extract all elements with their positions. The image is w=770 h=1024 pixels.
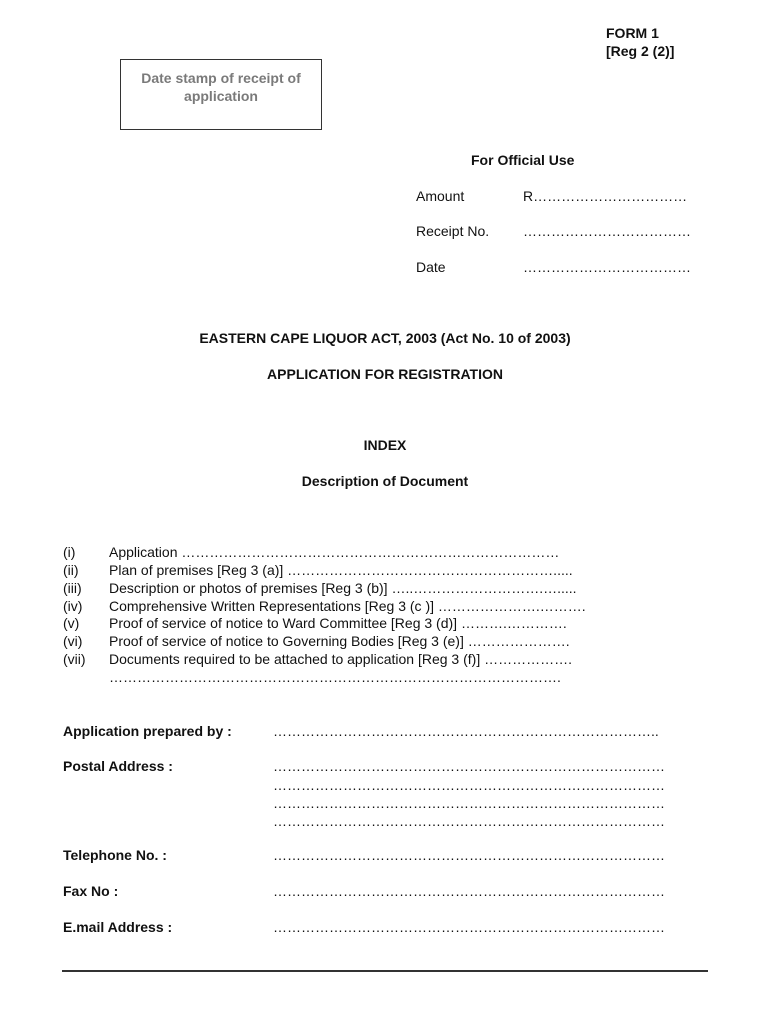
prepared-by-field[interactable]: ……………………………………………………………………….. bbox=[273, 723, 659, 739]
official-use-title: For Official Use bbox=[471, 152, 575, 168]
application-heading: APPLICATION FOR REGISTRATION bbox=[267, 366, 503, 382]
postal-address-line[interactable]: ………………………………………………………………………… bbox=[273, 813, 665, 829]
index-item-number: (iii) bbox=[63, 580, 82, 596]
description-heading: Description of Document bbox=[301, 473, 469, 489]
form-reference bbox=[606, 24, 674, 60]
index-item-number: (vi) bbox=[63, 633, 83, 649]
index-item-description: Documents required to be attached to application [Reg 3 (f)] ………………. bbox=[109, 651, 572, 667]
date-stamp-box bbox=[120, 59, 322, 130]
official-amount-value: R…………………………… bbox=[523, 188, 688, 204]
official-receipt-label: Receipt No. bbox=[416, 223, 490, 239]
index-item-number: (ii) bbox=[63, 562, 79, 578]
index-item-description: Proof of service of notice to Ward Committee [Reg 3 (d)] ……….…………. bbox=[109, 615, 567, 631]
index-item-number: (i) bbox=[63, 544, 76, 560]
postal-address-line[interactable]: ………………………………………………………………………… bbox=[273, 758, 665, 774]
index-item-description: Proof of service of notice to Governing Bodies [Reg 3 (e)] …………………. bbox=[109, 633, 570, 649]
form-regulation: [Reg 2 (2)] bbox=[606, 43, 675, 59]
date-stamp-label: Date stamp of receipt of application bbox=[141, 69, 301, 104]
index-extra-line: ……………………………………………………………………………………. bbox=[109, 669, 561, 685]
official-date-value: ……………………………… bbox=[523, 259, 691, 275]
index-item-description: Plan of premises [Reg 3 (a)] …………………………………………………..... bbox=[109, 562, 573, 578]
index-item-number: (iv) bbox=[63, 598, 83, 614]
index-item-description: Description or photos of premises [Reg 3 (b)] …..……………………….…..... bbox=[109, 580, 577, 596]
index-item-number: (vii) bbox=[63, 651, 86, 667]
email-field[interactable]: ………………………………………………………………………… bbox=[273, 919, 665, 935]
postal-address-line[interactable]: ………………………………………………………………………… bbox=[273, 777, 665, 793]
form-number: FORM 1 bbox=[606, 25, 659, 41]
email-label: E.mail Address : bbox=[63, 919, 173, 935]
act-heading: EASTERN CAPE LIQUOR ACT, 2003 (Act No. 10 of 2003) bbox=[199, 330, 571, 346]
postal-address-label: Postal Address : bbox=[63, 758, 173, 774]
fax-label: Fax No : bbox=[63, 883, 119, 899]
official-date-label: Date bbox=[416, 259, 446, 275]
bottom-divider bbox=[62, 970, 708, 972]
fax-field[interactable]: ………………………………………………………………………… bbox=[273, 883, 665, 899]
postal-address-line[interactable]: ………………………………………………………………………… bbox=[273, 795, 665, 811]
prepared-by-label: Application prepared by : bbox=[63, 723, 232, 739]
index-heading: INDEX bbox=[363, 437, 407, 453]
official-amount-label: Amount bbox=[416, 188, 465, 204]
telephone-label: Telephone No. : bbox=[63, 847, 167, 863]
official-receipt-value: ……………………………… bbox=[523, 223, 691, 239]
index-item-number: (v) bbox=[63, 615, 80, 631]
index-item-description: Comprehensive Written Representations [Reg 3 (c )] ………………….………. bbox=[109, 598, 586, 614]
telephone-field[interactable]: ………………………………………………………………………… bbox=[273, 847, 665, 863]
index-item-description: Application ……………………………………………………………………… bbox=[109, 544, 560, 560]
